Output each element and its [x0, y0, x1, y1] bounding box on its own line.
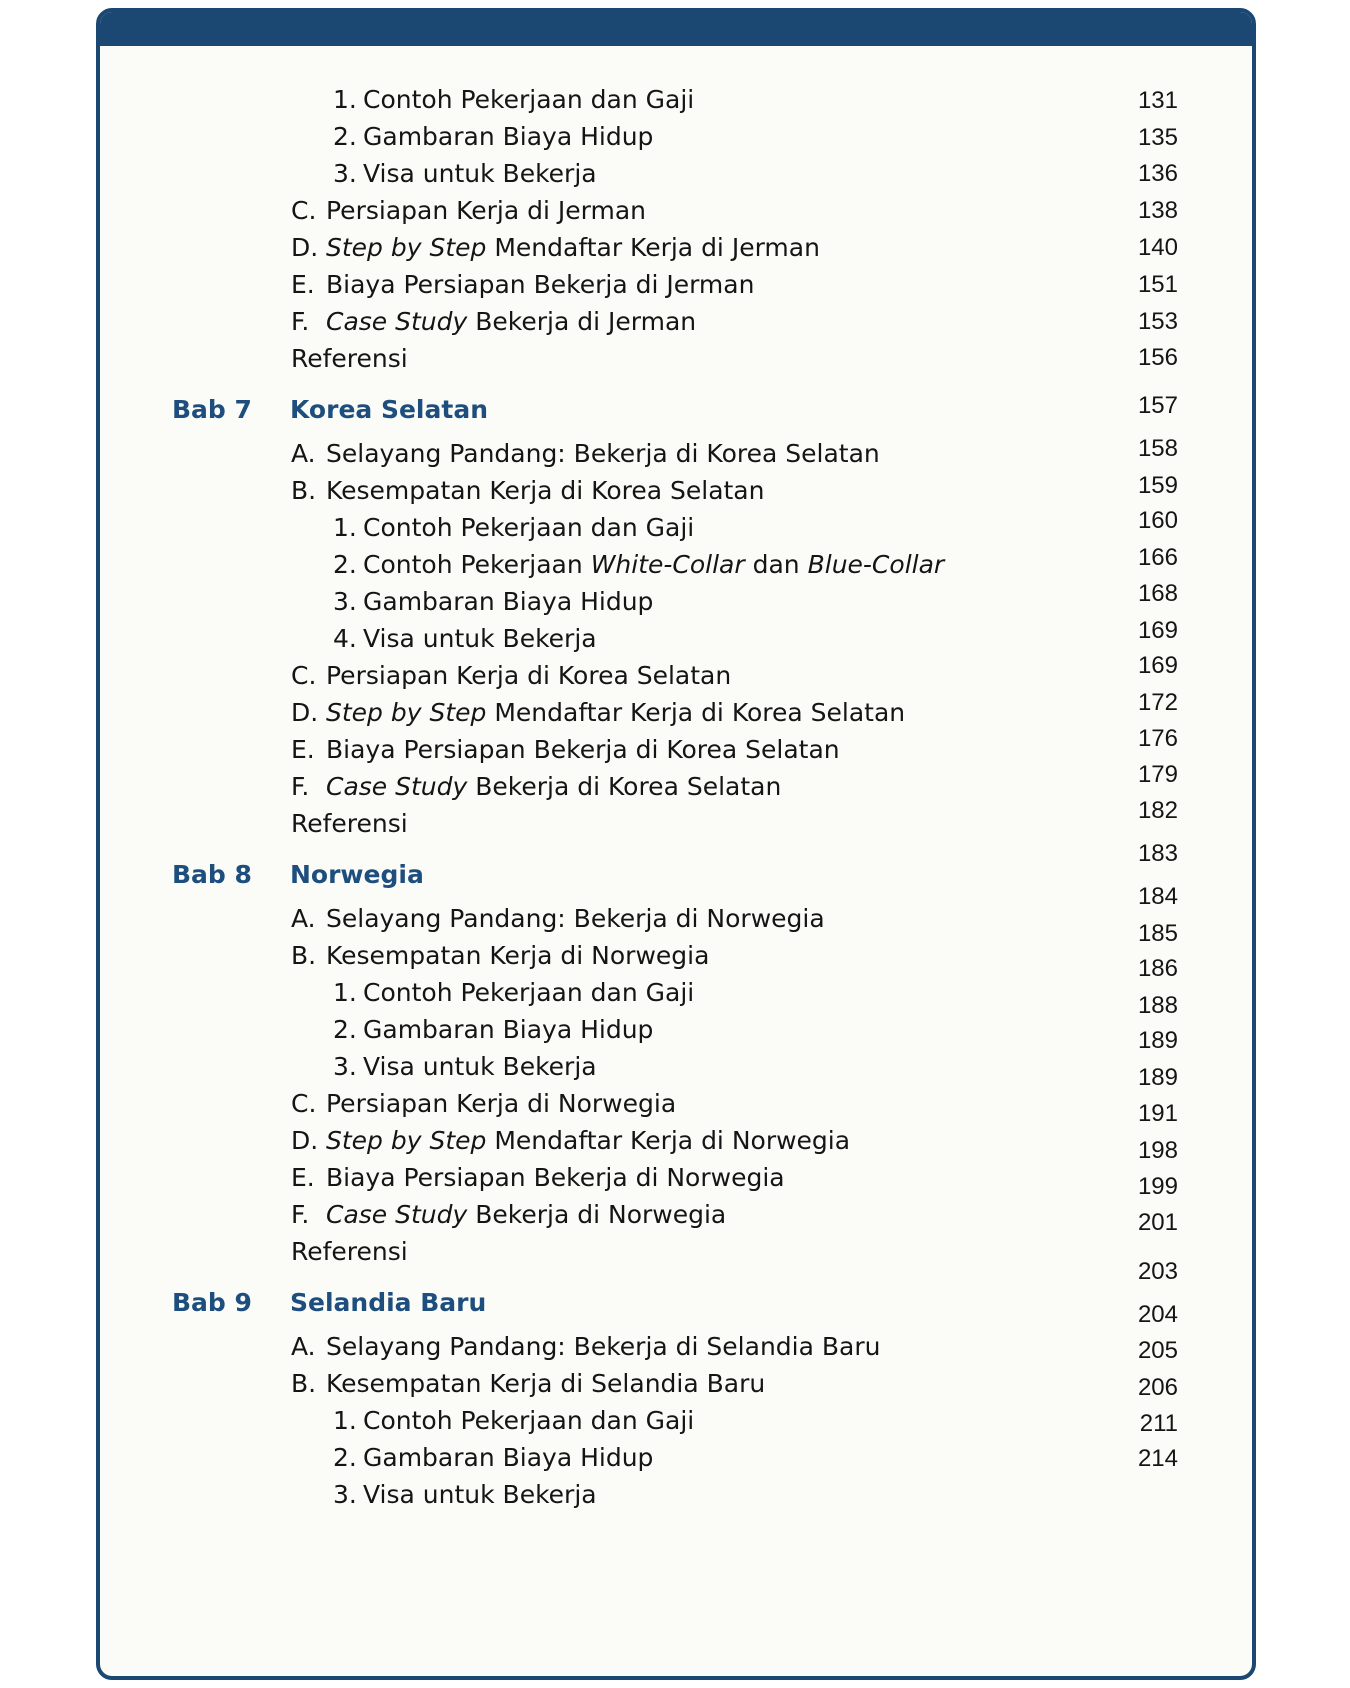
toc-entry-text [363, 84, 694, 116]
entry-text-part: Gambaran Biaya Hidup [363, 587, 654, 616]
page-number: 186 [1137, 955, 1178, 982]
page-number: 176 [1137, 725, 1178, 752]
toc-marker: B. [291, 941, 317, 970]
toc-entry-text [291, 808, 408, 840]
toc-marker: 1. [333, 85, 357, 114]
page-number: 206 [1137, 1374, 1178, 1401]
page-number: 201 [1137, 1209, 1178, 1236]
toc-marker: C. [291, 661, 317, 690]
page-number: 205 [1137, 1337, 1178, 1364]
page-number: 136 [1137, 160, 1178, 187]
page-number: 169 [1137, 617, 1178, 644]
toc-marker: F. [291, 307, 310, 336]
toc-marker: E. [291, 1163, 315, 1192]
toc-entry-text [326, 697, 905, 729]
toc-marker: B. [291, 1369, 317, 1398]
toc-marker: A. [291, 439, 316, 468]
toc-marker: 2. [333, 550, 357, 579]
page-number: 169 [1137, 652, 1178, 679]
entry-text-part: Persiapan Kerja di Norwegia [326, 1089, 677, 1118]
toc-entry-text [326, 903, 825, 935]
toc-entry-text [326, 475, 764, 507]
page-number: 182 [1137, 797, 1178, 824]
entry-text-part: Gambaran Biaya Hidup [363, 122, 654, 151]
chapter-number: Bab 8 [172, 860, 252, 889]
toc-entry-text [326, 734, 840, 766]
toc-marker: F. [291, 772, 310, 801]
entry-text-part: Contoh Pekerjaan dan Gaji [363, 1406, 695, 1435]
italic-term: Blue-Collar [807, 550, 945, 579]
toc-marker: 3. [333, 1480, 357, 1509]
toc-entry-text [326, 1125, 850, 1157]
toc-marker: D. [291, 1126, 319, 1155]
page-number: 198 [1137, 1137, 1178, 1164]
page-number: 166 [1137, 544, 1178, 571]
page-number: 157 [1137, 392, 1178, 419]
toc-marker: 1. [333, 513, 357, 542]
toc-entry-text [326, 438, 880, 470]
toc-entry-text [363, 586, 653, 618]
chapter-title[interactable]: Korea Selatan [290, 395, 488, 424]
page-number: 156 [1137, 344, 1178, 371]
toc-entry-text [363, 1014, 653, 1046]
page-number: 188 [1137, 992, 1178, 1019]
page-number: 184 [1137, 883, 1178, 910]
toc-entry-text [363, 1479, 597, 1511]
header-bar [100, 12, 1252, 46]
chapter-number: Bab 7 [172, 395, 252, 424]
entry-text-part: Persiapan Kerja di Korea Selatan [326, 661, 732, 690]
toc-marker: 1. [333, 1406, 357, 1435]
entry-text-part: Selayang Pandang: Bekerja di Korea Selatan [326, 439, 880, 468]
entry-text-part: Persiapan Kerja di Jerman [326, 196, 647, 225]
italic-term: Step by Step [326, 233, 487, 262]
toc-marker: A. [291, 904, 316, 933]
toc-entry-text [326, 1162, 785, 1194]
toc-entry-text [291, 343, 408, 375]
toc-entry-text [363, 1405, 694, 1437]
entry-text-part: Bekerja di Jerman [467, 307, 697, 336]
entry-text-part: Biaya Persiapan Bekerja di Korea Selatan [326, 735, 840, 764]
entry-text-part: Visa untuk Bekerja [363, 624, 597, 653]
toc-marker: E. [291, 270, 315, 299]
toc-marker: F. [291, 1200, 310, 1229]
page-number: 131 [1137, 87, 1178, 114]
entry-text-part: dan [744, 550, 808, 579]
italic-term: Case Study [326, 1200, 468, 1229]
toc-entry-text [363, 549, 944, 581]
page-number: 183 [1137, 840, 1178, 867]
page-number: 179 [1137, 761, 1178, 788]
entry-text-part: Visa untuk Bekerja [363, 1052, 597, 1081]
toc-entry-text [326, 940, 709, 972]
italic-term: White-Collar [590, 550, 745, 579]
entry-text-part: Contoh Pekerjaan dan Gaji [363, 85, 695, 114]
toc-marker: 4. [333, 624, 357, 653]
entry-text-part: Selayang Pandang: Bekerja di Selandia Baru [326, 1332, 881, 1361]
toc-marker: C. [291, 196, 317, 225]
toc-marker: C. [291, 1089, 317, 1118]
entry-text-part: Gambaran Biaya Hidup [363, 1443, 654, 1472]
toc-marker: A. [291, 1332, 316, 1361]
entry-text-part: Contoh Pekerjaan [363, 550, 591, 579]
page-number: 160 [1137, 507, 1178, 534]
entry-text-part: Referensi [291, 344, 408, 373]
page-number: 159 [1137, 472, 1178, 499]
toc-marker: B. [291, 476, 317, 505]
toc-entry-text [363, 158, 597, 190]
toc-marker: 2. [333, 1015, 357, 1044]
toc-entry-text [326, 232, 820, 264]
toc-entry-text [291, 1236, 408, 1268]
entry-text-part: Kesempatan Kerja di Korea Selatan [326, 476, 765, 505]
page-number: 203 [1137, 1258, 1178, 1285]
entry-text-part: Kesempatan Kerja di Norwegia [326, 941, 710, 970]
entry-text-part: Mendaftar Kerja di Jerman [486, 233, 820, 262]
entry-text-part: Contoh Pekerjaan dan Gaji [363, 978, 695, 1007]
chapter-title[interactable]: Norwegia [290, 860, 424, 889]
entry-text-part: Referensi [291, 809, 408, 838]
toc-marker: E. [291, 735, 315, 764]
toc-marker: D. [291, 698, 319, 727]
toc-entry-text [326, 1088, 676, 1120]
toc-marker: D. [291, 233, 319, 262]
page-number: 199 [1137, 1173, 1178, 1200]
chapter-number: Bab 9 [172, 1288, 252, 1317]
toc-entry-text [326, 660, 731, 692]
entry-text-part: Bekerja di Norwegia [467, 1200, 727, 1229]
page-number: 135 [1137, 124, 1178, 151]
entry-text-part: Selayang Pandang: Bekerja di Norwegia [326, 904, 825, 933]
entry-text-part: Referensi [291, 1237, 408, 1266]
page-number: 151 [1137, 271, 1178, 298]
toc-marker: 3. [333, 1052, 357, 1081]
page-number: 140 [1137, 234, 1178, 261]
entry-text-part: Contoh Pekerjaan dan Gaji [363, 513, 695, 542]
page-number: 191 [1137, 1100, 1178, 1127]
entry-text-part: Biaya Persiapan Bekerja di Jerman [326, 270, 755, 299]
entry-text-part: Bekerja di Korea Selatan [467, 772, 782, 801]
toc-entry-text [326, 1331, 880, 1363]
toc-entry-text [363, 977, 694, 1009]
toc-marker: 2. [333, 122, 357, 151]
toc-entry-text [363, 1051, 597, 1083]
italic-term: Case Study [326, 772, 468, 801]
entry-text-part: Biaya Persiapan Bekerja di Norwegia [326, 1163, 785, 1192]
toc-entry-text [326, 195, 646, 227]
toc-entry-text [363, 512, 694, 544]
toc-entry-text [326, 1368, 765, 1400]
page-number: 214 [1137, 1445, 1178, 1472]
entry-text-part: Visa untuk Bekerja [363, 159, 597, 188]
page-number: 172 [1137, 689, 1178, 716]
toc-entry-text [363, 623, 597, 655]
toc-entry-text [326, 771, 781, 803]
entry-text-part: Visa untuk Bekerja [363, 1480, 597, 1509]
page-number: 189 [1137, 1064, 1178, 1091]
italic-term: Case Study [326, 307, 468, 336]
page-number: 138 [1137, 197, 1178, 224]
toc-marker: 3. [333, 587, 357, 616]
entry-text-part: Mendaftar Kerja di Norwegia [486, 1126, 851, 1155]
page-number: 211 [1139, 1410, 1178, 1437]
entry-text-part: Kesempatan Kerja di Selandia Baru [326, 1369, 766, 1398]
toc-frame [96, 8, 1256, 1680]
italic-term: Step by Step [326, 1126, 487, 1155]
toc-entry-text [326, 269, 754, 301]
toc-marker: 1. [333, 978, 357, 1007]
page-number: 185 [1137, 920, 1178, 947]
toc-marker: 2. [333, 1443, 357, 1472]
entry-text-part: Mendaftar Kerja di Korea Selatan [486, 698, 906, 727]
toc-marker: 3. [333, 159, 357, 188]
chapter-title[interactable]: Selandia Baru [290, 1288, 487, 1317]
italic-term: Step by Step [326, 698, 487, 727]
page-number: 204 [1137, 1301, 1178, 1328]
entry-text-part: Gambaran Biaya Hidup [363, 1015, 654, 1044]
page-number: 168 [1137, 580, 1178, 607]
page-number: 158 [1137, 435, 1178, 462]
toc-entry-text [326, 306, 696, 338]
toc-entry-text [363, 121, 653, 153]
page-number: 153 [1137, 308, 1178, 335]
toc-entry-text [363, 1442, 653, 1474]
toc-entry-text [326, 1199, 726, 1231]
page-number: 189 [1137, 1027, 1178, 1054]
